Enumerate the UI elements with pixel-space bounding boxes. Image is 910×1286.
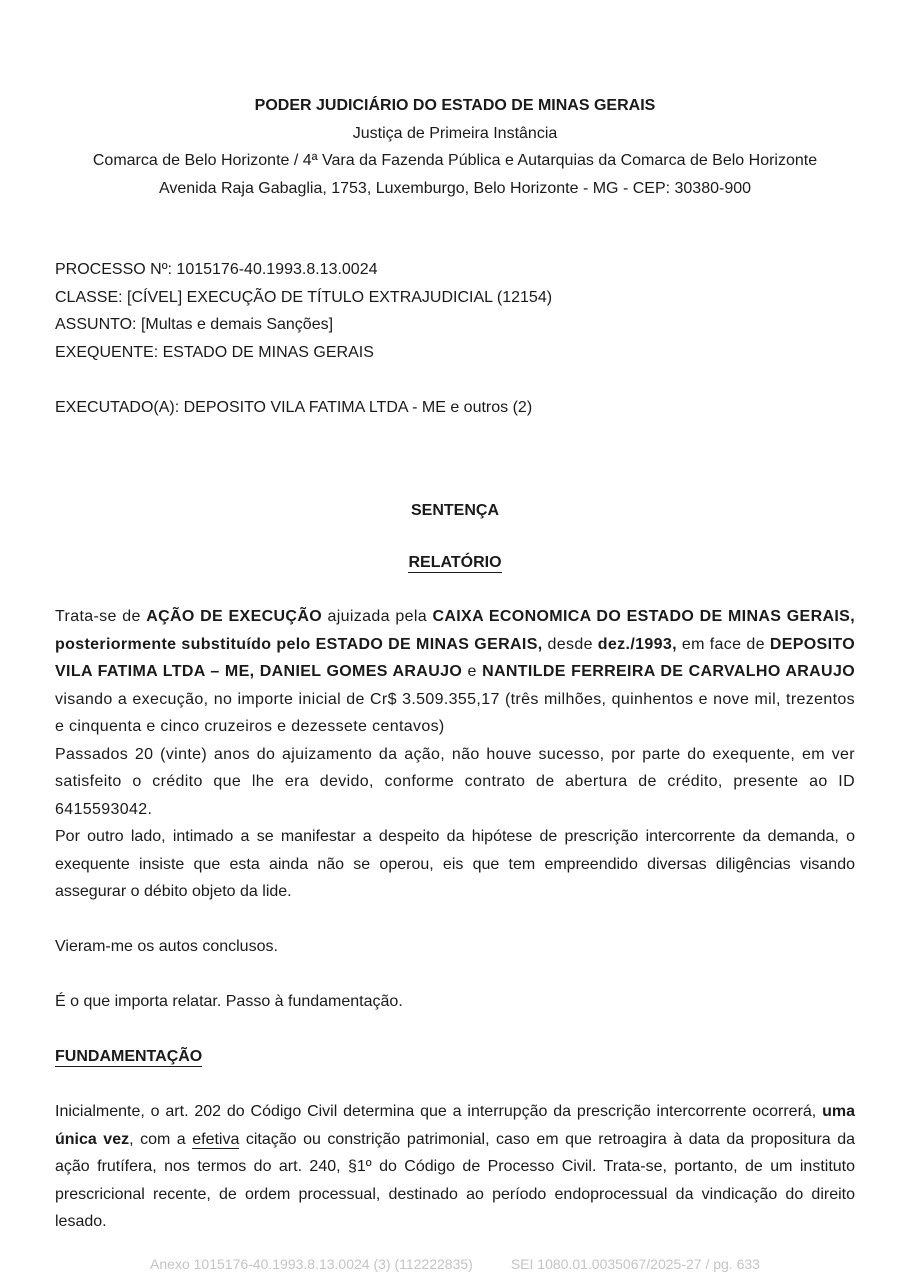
court-name: PODER JUDICIÁRIO DO ESTADO DE MINAS GERAIS (254, 97, 656, 114)
case-info (55, 256, 552, 421)
case-assunto: ASSUNTO: [Multas e demais Sanções] (55, 316, 334, 333)
court-address: Avenida Raja Gabaglia, 1753, Luxemburgo, Belo Horizonte - MG - CEP: 30380-900 (158, 179, 752, 197)
sentenca-title: SENTENÇA (410, 502, 499, 519)
case-executado: EXECUTADO(A): DEPOSITO VILA FATIMA LTDA - ME e outros (2) (55, 398, 533, 416)
court-comarca: Comarca de Belo Horizonte / 4ª Vara da Fazenda Pública e Autarquias da Comarca de Belo Horizonte (92, 152, 818, 169)
footer-anexo: Anexo 1015176-40.1993.8.13.0024 (3) (112222835) (150, 1256, 473, 1272)
case-exequente: EXEQUENTE: ESTADO DE MINAS GERAIS (55, 343, 374, 361)
relatorio-heading (55, 549, 855, 577)
fundamentacao-heading (55, 1043, 202, 1071)
relatorio-paragraph-1: Trata-se de AÇÃO DE EXECUÇÃO ajuizada pela CAIXA ECONOMICA DO ESTADO DE MINAS GERAIS, posteriormente substituído pelo ESTADO DE MINAS GERAIS, desde dez./1993, em face de DEPOSITO VILA FATIMA LTDA – ME, DANIEL GOMES ARAUJO e NANTILDE FERREIRA DE CARVALHO ARAUJO visando a execução, no importe inicial de Cr$ 3.509.355,17 (três milhões, quinhentos e nove mil, trezentos e cinquenta e cinco cruzeiros e dezessete centavos) (55, 608, 856, 735)
fundamentacao-title: FUNDAMENTAÇÃO (55, 1048, 203, 1065)
relatorio-paragraph-3: Por outro lado, intimado a se manifestar a despeito da hipótese de prescrição intercorrente da demanda, o exequente insiste que esta ainda não se operou, eis que tem empreendido diversas diligências visando assegurar o débito objeto da lide. (55, 828, 855, 900)
conclusos-text: Vieram-me os autos conclusos. (55, 938, 278, 955)
case-processo: PROCESSO Nº: 1015176-40.1993.8.13.0024 (55, 261, 378, 278)
page-footer (0, 1256, 910, 1272)
relatorio-title: RELATÓRIO (408, 554, 502, 571)
relatorio-paragraph-2: Passados 20 (vinte) anos do ajuizamento da ação, não houve sucesso, por parte do exequente, em ver satisfeito o crédito que lhe era devido, conforme contrato de abertura de crédito, presente ao ID 6415593042. (55, 745, 855, 818)
relatorio-body (55, 603, 855, 906)
footer-sei: SEI 1080.01.0035067/2025-27 / pg. 633 (510, 1256, 760, 1272)
court-instance: Justiça de Primeira Instância (352, 124, 558, 142)
fundamentacao-body (55, 1098, 855, 1236)
importa-text: É o que importa relatar. Passo à fundamentação. (55, 993, 403, 1010)
document-header (55, 92, 855, 202)
case-classe: CLASSE: [CÍVEL] EXECUÇÃO DE TÍTULO EXTRAJUDICIAL (12154) (55, 288, 553, 306)
fundamentacao-paragraph-1: Inicialmente, o art. 202 do Código Civil determina que a interrupção da prescrição intercorrente ocorrerá, uma única vez, com a efetiva citação ou constrição patrimonial, caso em que retroagira à data da propositura da ação frutífera, nos termos do art. 240, §1º do Código de Processo Civil. Trata-se, portanto, de um instituto prescricional recente, de ordem processual, destinado ao período endoprocessual da vindicação do direito lesado. (55, 1103, 856, 1230)
